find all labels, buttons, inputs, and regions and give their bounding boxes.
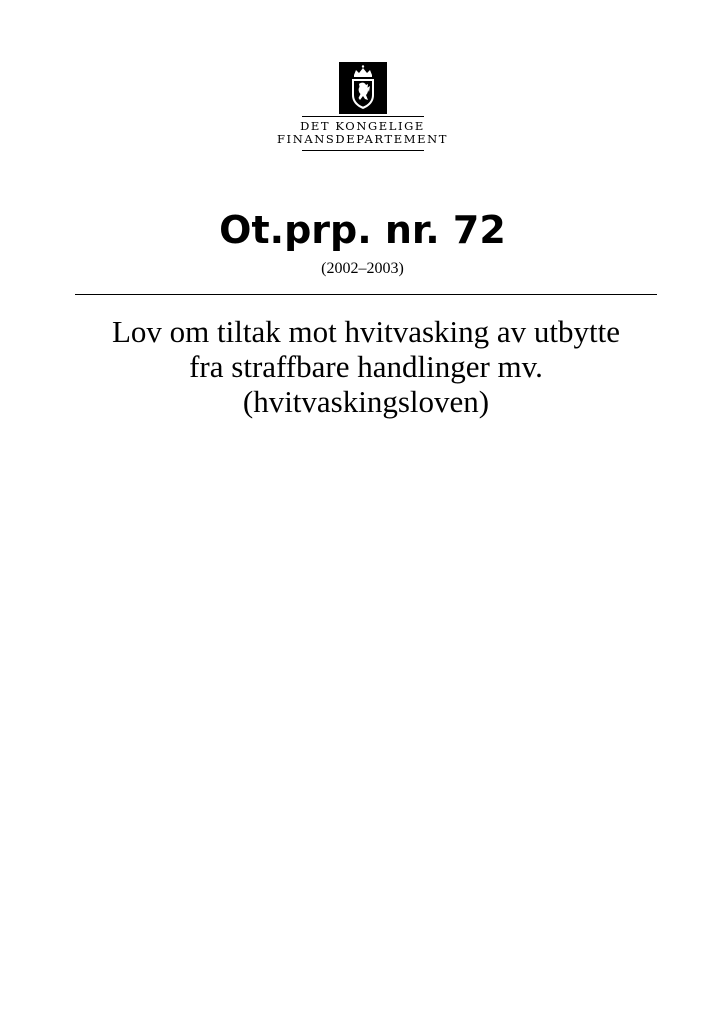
ministry-name-line-1: DET KONGELIGE <box>300 119 425 133</box>
document-title: Ot.prp. nr. 72 <box>219 208 506 252</box>
ministry-name-line-2: FINANSDEPARTEMENT <box>276 132 449 146</box>
subject-line: (hvitvaskingsloven) <box>242 384 490 419</box>
subject-line: fra straffbare handlinger mv. <box>189 349 543 384</box>
logo-rule-bottom <box>302 150 424 151</box>
document-session-year: (2002–2003) <box>321 260 404 277</box>
title-divider <box>75 294 657 295</box>
logo-rule-top <box>302 116 424 117</box>
norwegian-coat-of-arms-icon <box>339 62 387 114</box>
document-subject <box>60 314 672 419</box>
ministry-logo <box>0 62 725 151</box>
subject-line: Lov om tiltak mot hvitvasking av utbytte <box>111 314 620 349</box>
